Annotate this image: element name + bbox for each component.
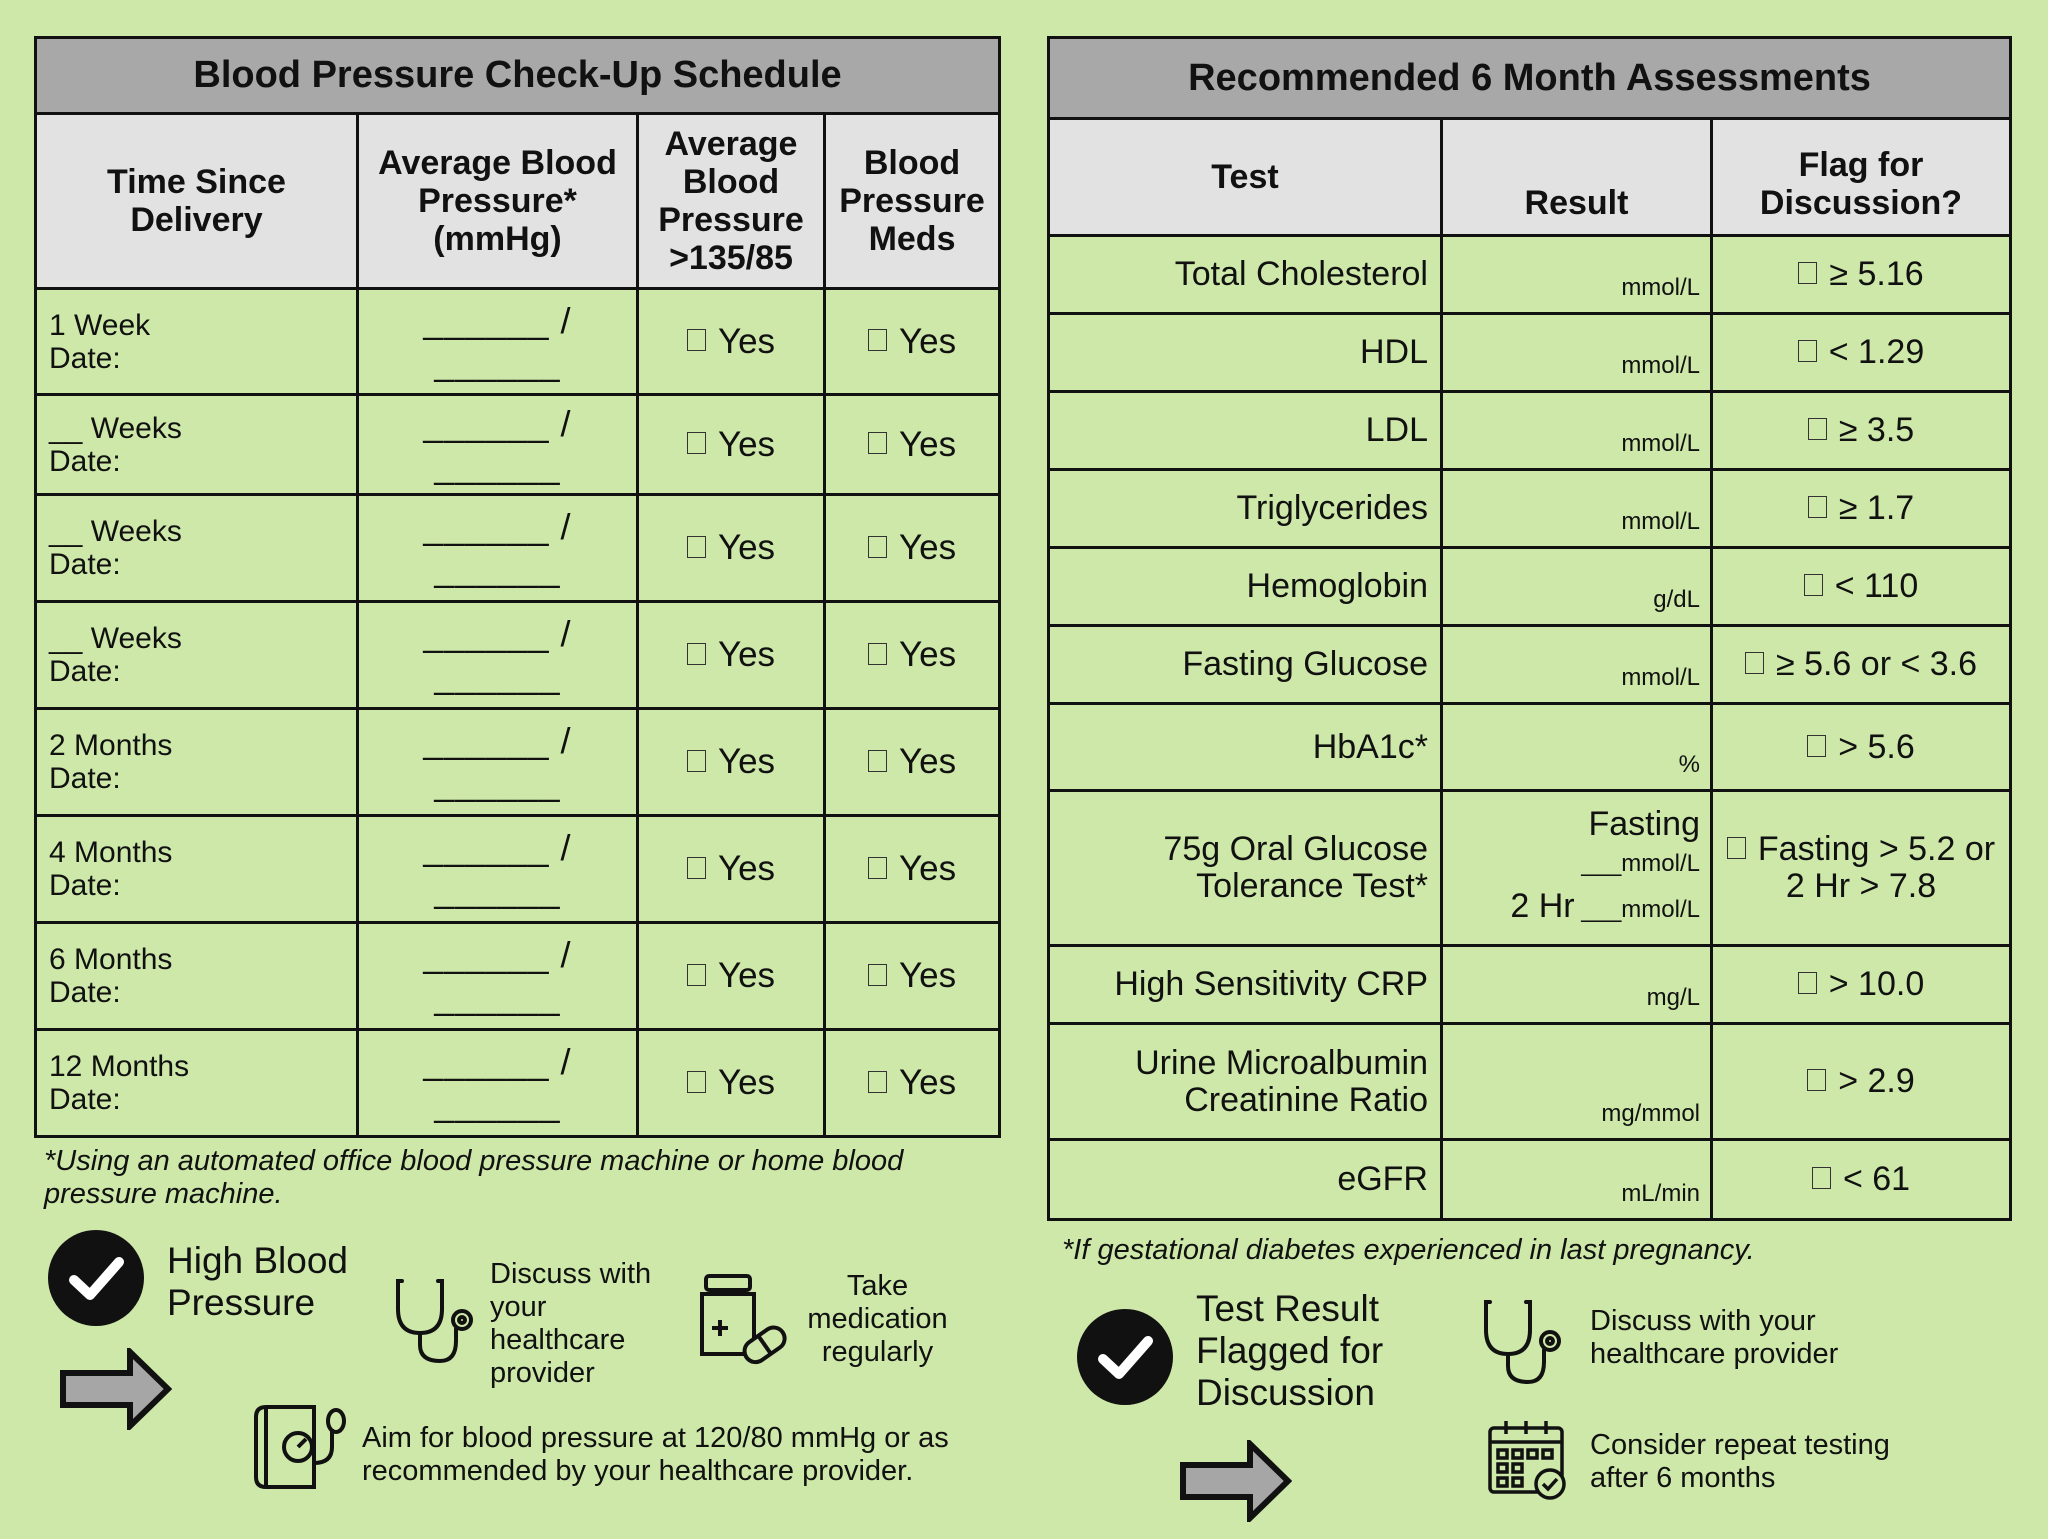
bp-footnote: *Using an automated office blood pressure machine or home blood pressure machine. [44,1145,904,1210]
bp-row [36,1030,1000,1137]
assessment-row [1049,704,2011,791]
flag-checkbox[interactable] [1712,1140,2011,1220]
checkbox-icon[interactable] [1798,340,1817,362]
date-label[interactable]: Date: [49,444,121,478]
time-label: 2 Months [49,729,173,762]
yes-label: Yes [898,1063,957,1102]
date-label[interactable]: Date: [49,341,121,375]
result-unit: % [1678,751,1700,778]
flag-threshold: < 110 [1834,567,1919,605]
flag-checkbox[interactable] [1712,791,2011,946]
yes-label: Yes [717,424,776,464]
bp-row [36,289,1000,395]
bp-meds-checkbox[interactable] [825,395,1000,495]
checkbox-icon[interactable] [1807,1069,1826,1091]
checkbox-icon[interactable] [868,964,887,986]
yes-label: Yes [898,956,957,995]
bp-table-body [36,289,1000,1137]
result-unit: mmol/L [1621,430,1700,457]
flag-checkbox[interactable] [1712,626,2011,704]
assessment-row [1049,1140,2011,1220]
bp-meds-checkbox[interactable] [825,495,1000,602]
checkbox-icon[interactable] [868,857,887,879]
legend-left-action1: Discuss with your healthcare provider [490,1258,652,1389]
time-cell [36,709,358,816]
checkbox-icon[interactable] [868,329,887,351]
flag-checkbox[interactable] [1712,704,2011,791]
header-flag: Flag for Discussion? [1712,119,2011,236]
date-label[interactable]: Date: [49,976,121,1009]
result-unit: mmol/L [1621,274,1700,301]
test-name: eGFR [1049,1140,1442,1220]
time-label: 6 Months [49,943,173,976]
test-name: Triglycerides [1049,470,1442,548]
date-label[interactable]: Date: [49,655,121,688]
yes-label: Yes [717,321,776,361]
flag-threshold: > 10.0 [1828,965,1925,1003]
checkbox-icon[interactable] [1808,418,1827,440]
flag-threshold: > 2.9 [1838,1062,1915,1100]
header-test: Test [1049,119,1442,236]
test-name: Total Cholesterol [1049,236,1442,314]
yes-label: Yes [717,742,776,781]
date-label[interactable]: Date: [49,548,121,581]
fasting-label: Fasting [1588,805,1700,843]
checkbox-icon[interactable] [868,1071,887,1093]
yes-label: Yes [898,528,957,567]
assessments-table-body [1049,236,2011,1220]
test-name: High Sensitivity CRP [1049,946,1442,1024]
flag-threshold: ≥ 5.6 or < 3.6 [1775,645,1978,683]
assessment-row [1049,470,2011,548]
result-field[interactable] [1442,1140,1712,1220]
result-unit: mg/mmol [1601,1100,1700,1127]
result-unit: mmol/L [1621,508,1700,535]
time-cell [36,602,358,709]
bp-high-checkbox[interactable] [638,709,825,816]
assessment-row [1049,392,2011,470]
result-unit: mL/min [1621,1180,1700,1207]
header-average-bp: Average Blood Pressure* (mmHg) [358,114,638,289]
result-field[interactable] [1442,1024,1712,1140]
result-field[interactable] [1442,704,1712,791]
bp-high-checkbox[interactable] [638,495,825,602]
checkbox-icon[interactable] [687,536,706,558]
time-label: 4 Months [49,836,173,869]
stethoscope-icon [390,1275,490,1365]
time-cell [36,923,358,1030]
calendar-check-icon [1486,1418,1572,1502]
assessment-row [1049,946,2011,1024]
assessment-row [1049,548,2011,626]
bp-high-checkbox[interactable] [638,816,825,923]
assessment-row [1049,236,2011,314]
time-cell [36,289,358,395]
legend-left-aim: Aim for blood pressure at 120/80 mmHg or as recommended by your healthcare provider. [362,1422,949,1487]
checkbox-icon[interactable] [1727,837,1746,859]
checkbox-icon[interactable] [868,536,887,558]
check-circle-icon [1076,1308,1174,1406]
bp-value-field[interactable]: ______ / ______ [358,289,638,395]
header-bp-over-threshold: Average Blood Pressure >135/85 [638,114,825,289]
checkbox-icon[interactable] [687,329,706,351]
legend-right-condition: Test Result Flagged for Discussion [1196,1288,1384,1413]
time-label: __ Weeks [49,515,182,548]
time-label: __ Weeks [49,622,182,655]
time-cell [36,816,358,923]
bp-high-checkbox[interactable] [638,602,825,709]
bp-meds-checkbox[interactable] [825,816,1000,923]
result-unit: mmol/L [1621,664,1700,691]
arrow-right-icon [60,1348,172,1430]
bp-value-field[interactable]: ______ / ______ [358,816,638,923]
bp-value-field[interactable]: ______ / ______ [358,495,638,602]
time-cell [36,1030,358,1137]
legend-right-action2: Consider repeat testing after 6 months [1590,1429,1890,1494]
result-unit: g/dL [1653,586,1700,613]
checkbox-icon[interactable] [1808,496,1827,518]
yes-label: Yes [717,956,776,995]
bp-high-checkbox[interactable] [638,289,825,395]
bp-value-field[interactable]: ______ / ______ [358,709,638,816]
time-label: __ Weeks [49,411,182,445]
flag-threshold: ≥ 3.5 [1838,411,1915,449]
checkbox-icon[interactable] [868,432,887,454]
flag-threshold: < 61 [1842,1160,1911,1198]
result-field[interactable] [1442,946,1712,1024]
bp-high-checkbox[interactable] [638,395,825,495]
test-name: Urine Microalbumin Creatinine Ratio [1049,1024,1442,1140]
time-cell [36,495,358,602]
flag-threshold: Fasting > 5.2 or 2 Hr > 7.8 [1757,830,1996,905]
bp-row [36,495,1000,602]
yes-label: Yes [898,742,957,781]
result-unit: mg/L [1646,984,1700,1011]
result-unit: mmol/L [1621,352,1700,379]
yes-label: Yes [898,849,957,888]
bp-value-field[interactable]: ______ / ______ [358,1030,638,1137]
yes-label: Yes [898,321,957,361]
flag-threshold: ≥ 5.16 [1829,255,1924,293]
yes-label: Yes [898,424,957,464]
arrow-right-icon [1180,1440,1292,1522]
yes-label: Yes [717,528,776,567]
test-name: HDL [1049,314,1442,392]
bp-row [36,709,1000,816]
checkbox-icon[interactable] [868,643,887,665]
checkbox-icon[interactable] [687,432,706,454]
bp-meds-checkbox[interactable] [825,709,1000,816]
flag-checkbox[interactable] [1712,470,2011,548]
assessments-footnote: *If gestational diabetes experienced in last pregnancy. [1062,1234,1755,1266]
assessment-row [1049,791,2011,946]
bp-table-title: Blood Pressure Check-Up Schedule [36,38,1000,114]
assessment-row [1049,626,2011,704]
test-name: HbA1c* [1049,704,1442,791]
header-result: Result [1442,119,1712,236]
yes-label: Yes [717,1063,776,1102]
result-field[interactable] [1442,548,1712,626]
assessments-title: Recommended 6 Month Assessments [1049,38,2011,119]
bp-row [36,602,1000,709]
checkbox-icon[interactable] [687,750,706,772]
two-hr-unit[interactable]: ___mmol/L [1581,896,1700,923]
bp-meds-checkbox[interactable] [825,602,1000,709]
checkbox-icon[interactable] [1804,574,1823,596]
test-name: Fasting Glucose [1049,626,1442,704]
assessments-table [1047,36,2012,1221]
bp-high-checkbox[interactable] [638,1030,825,1137]
result-field[interactable] [1442,314,1712,392]
time-label: 12 Months [49,1050,190,1083]
legend-left-action2: Take medication regularly [807,1270,948,1368]
checkbox-icon[interactable] [687,857,706,879]
yes-label: Yes [898,635,957,674]
bp-meds-checkbox[interactable] [825,289,1000,395]
time-label: 1 Week [49,308,151,342]
legend-left-condition: High Blood Pressure [167,1240,349,1323]
checkbox-icon[interactable] [687,964,706,986]
stethoscope-icon [1478,1296,1578,1386]
assessment-row [1049,1024,2011,1140]
test-name: Hemoglobin [1049,548,1442,626]
test-name: LDL [1049,392,1442,470]
flag-checkbox[interactable] [1712,314,2011,392]
flag-checkbox[interactable] [1712,392,2011,470]
result-field[interactable] [1442,392,1712,470]
bp-value-field[interactable]: ______ / ______ [358,923,638,1030]
medication-icon [692,1272,788,1368]
result-field[interactable] [1442,236,1712,314]
flag-checkbox[interactable] [1712,1024,2011,1140]
checkbox-icon[interactable] [1812,1167,1831,1189]
flag-threshold: < 1.29 [1828,333,1925,371]
bp-schedule-table [34,36,1001,1138]
checkbox-icon[interactable] [1745,652,1764,674]
time-cell [36,395,358,495]
flag-checkbox[interactable] [1712,548,2011,626]
bp-meds-checkbox[interactable] [825,1030,1000,1137]
checkbox-icon[interactable] [1807,735,1826,757]
header-time-since-delivery: Time Since Delivery [36,114,358,289]
bp-value-field[interactable]: ______ / ______ [358,395,638,495]
date-label[interactable]: Date: [49,762,121,795]
bp-row [36,816,1000,923]
result-field[interactable] [1442,626,1712,704]
bp-row [36,395,1000,495]
bp-value-field[interactable]: ______ / ______ [358,602,638,709]
two-hr-label: 2 Hr [1510,887,1575,925]
date-label[interactable]: Date: [49,869,121,902]
checkbox-icon[interactable] [687,1071,706,1093]
flag-threshold: > 5.6 [1838,727,1915,766]
test-name: 75g Oral Glucose Tolerance Test* [1049,791,1442,946]
checkbox-icon[interactable] [687,643,706,665]
bp-high-checkbox[interactable] [638,923,825,1030]
bp-meds-checkbox[interactable] [825,923,1000,1030]
date-label[interactable]: Date: [49,1083,121,1116]
flag-checkbox[interactable] [1712,946,2011,1024]
result-field[interactable] [1442,791,1712,946]
checkbox-icon[interactable] [1798,972,1817,994]
fasting-unit[interactable]: ___mmol/L [1581,850,1700,877]
result-field[interactable] [1442,470,1712,548]
header-bp-meds: Blood Pressure Meds [825,114,1000,289]
yes-label: Yes [717,635,776,674]
flag-threshold: ≥ 1.7 [1838,489,1915,527]
checkbox-icon[interactable] [868,750,887,772]
yes-label: Yes [717,849,776,888]
bp-row [36,923,1000,1030]
bp-monitor-icon [252,1403,354,1495]
check-circle-icon [47,1229,145,1327]
assessment-row [1049,314,2011,392]
flag-checkbox[interactable] [1712,236,2011,314]
legend-right-action1: Discuss with your healthcare provider [1590,1305,1839,1370]
checkbox-icon[interactable] [1798,262,1817,284]
